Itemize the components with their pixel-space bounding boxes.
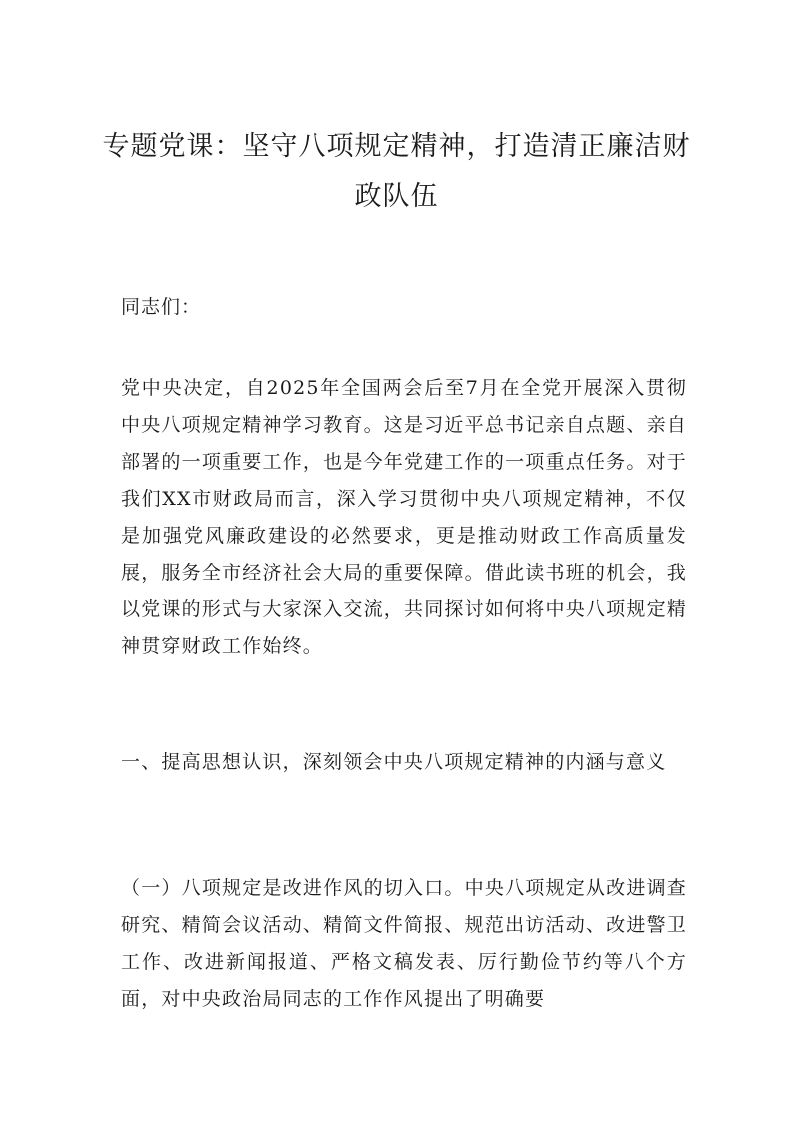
document-title: 专题党课：坚守八项规定精神，打造清正廉洁财政队伍 (102, 131, 691, 212)
section-one-heading: 一、提高思想认识，深刻领会中央八项规定精神的内涵与意义 (121, 751, 667, 773)
section-one-point-one: （一）八项规定是改进作风的切入口。中央八项规定从改进调查研究、精简会议活动、精简文件简报、规范出访活动、改进警卫工作、改进新闻报道、严格文稿发表、厉行勤俭节约等八个方面，对中央政治局同志的工作作风提出了明确要 (121, 877, 687, 1010)
salutation: 同志们： (121, 296, 202, 318)
intro-paragraph: 党中央决定，自2025年全国两会后至7月在全党开展深入贯彻中央八项规定精神学习教育。这是习近平总书记亲自点题、亲自部署的一项重要工作，也是今年党建工作的一项重点任务。对于我们XX市财政局而言，深入学习贯彻中央八项规定精神，不仅是加强党风廉政建设的必然要求，更是推动财政工作高质量发展，服务全市经济社会大局的重要保障。借此读书班的机会，我以党课的形式与大家深入交流，共同探讨如何将中央八项规定精神贯穿财政工作始终。 (121, 377, 687, 658)
